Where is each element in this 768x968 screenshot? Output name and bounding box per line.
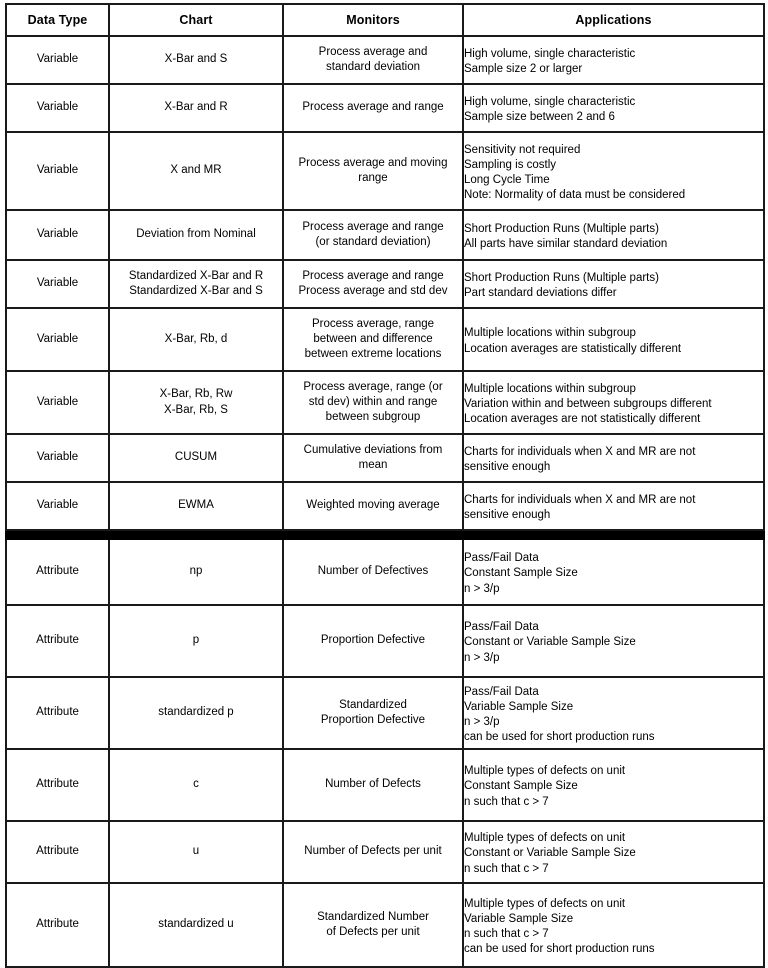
applications-line: Location averages are not statistically different: [464, 413, 701, 426]
chart-line: standardized u: [158, 918, 234, 931]
applications-line: Sample size 2 or larger: [464, 63, 583, 75]
cell-monitors: [283, 371, 463, 434]
cell-applications: [463, 434, 764, 482]
chart-line: X-Bar, Rb, S: [164, 403, 228, 416]
chart-line: Deviation from Nominal: [136, 228, 256, 241]
table-row: [6, 434, 764, 482]
control-chart-selection-table: [5, 3, 765, 968]
monitors-line: std dev) within and range: [308, 395, 438, 408]
table-header: [6, 4, 764, 36]
table-body: [6, 36, 764, 967]
table-row: [6, 36, 764, 84]
cell-chart: [109, 36, 283, 84]
monitors-line: Cumulative deviations from: [303, 443, 443, 456]
applications-line: Pass/Fail Data: [464, 552, 539, 565]
applications-list: [464, 616, 763, 666]
monitors-line: Number of Defects per unit: [304, 845, 442, 858]
table-row: [6, 260, 764, 308]
applications-line: Long Cycle Time: [464, 174, 550, 186]
monitors-line: Process average, range: [311, 317, 435, 330]
applications-list: [464, 322, 763, 356]
cell-data-type: Variable: [6, 84, 109, 132]
cell-applications: [463, 539, 764, 605]
applications-line: sensitive enough: [464, 509, 551, 521]
cell-applications: [463, 883, 764, 967]
column-header-monitors: Monitors: [283, 4, 463, 36]
applications-line: Pass/Fail Data: [464, 621, 539, 634]
monitors-line: Process average, range (or: [303, 380, 443, 393]
applications-list: [464, 43, 763, 77]
cell-monitors: [283, 36, 463, 84]
chart-line: p: [192, 634, 200, 647]
chart-line: Standardized X-Bar and S: [129, 285, 263, 297]
table-row: [6, 883, 764, 967]
applications-line: Constant Sample Size: [464, 780, 578, 793]
applications-line: n such that c > 7: [464, 795, 549, 808]
table-row: [6, 749, 764, 821]
cell-applications: [463, 677, 764, 749]
table-row: [6, 371, 764, 434]
applications-list: [464, 91, 763, 125]
cell-data-type: Attribute: [6, 883, 109, 967]
applications-list: [464, 139, 763, 204]
cell-chart: [109, 210, 283, 260]
monitors-line: Standardized: [339, 698, 407, 711]
cell-chart: [109, 605, 283, 677]
monitors-line: Weighted moving average: [306, 499, 440, 512]
chart-line: EWMA: [178, 499, 214, 512]
chart-line: X-Bar and R: [164, 101, 228, 114]
table-row: [6, 308, 764, 371]
cell-applications: [463, 749, 764, 821]
applications-line: n such that c > 7: [464, 862, 549, 875]
cell-monitors: [283, 605, 463, 677]
cell-chart: [109, 482, 283, 530]
applications-list: [464, 489, 763, 523]
monitors-line: Process average and std dev: [298, 285, 448, 297]
cell-monitors: [283, 539, 463, 605]
applications-line: Short Production Runs (Multiple parts): [464, 222, 659, 235]
cell-applications: [463, 605, 764, 677]
applications-list: [464, 267, 763, 301]
cell-data-type: Attribute: [6, 749, 109, 821]
monitors-line: between and difference: [313, 332, 433, 345]
table-row: [6, 539, 764, 605]
cell-applications: [463, 308, 764, 371]
applications-list: [464, 681, 763, 746]
cell-monitors: [283, 482, 463, 530]
monitors-line: Process average and range: [302, 269, 444, 282]
cell-monitors: [283, 677, 463, 749]
chart-line: CUSUM: [174, 451, 218, 464]
monitors-line: Process average and range: [302, 101, 444, 114]
cell-chart: [109, 434, 283, 482]
applications-line: n such that c > 7: [464, 928, 549, 940]
applications-line: Part standard deviations differ: [464, 287, 617, 299]
chart-line: u: [192, 845, 200, 858]
cell-chart: [109, 749, 283, 821]
cell-monitors: [283, 260, 463, 308]
chart-line: Standardized X-Bar and R: [128, 269, 264, 282]
applications-list: [464, 441, 763, 475]
monitors-line: Process average and: [318, 45, 428, 58]
control-chart-selection-table-wrapper: [5, 3, 763, 968]
cell-applications: [463, 260, 764, 308]
applications-line: Short Production Runs (Multiple parts): [464, 271, 659, 284]
cell-chart: [109, 883, 283, 967]
cell-chart: [109, 308, 283, 371]
header-row: [6, 4, 764, 36]
cell-data-type: Variable: [6, 371, 109, 434]
applications-line: can be used for short production runs: [464, 731, 655, 744]
cell-chart: [109, 84, 283, 132]
table-row: [6, 132, 764, 210]
applications-line: n > 3/p: [464, 582, 500, 595]
monitors-line: of Defects per unit: [326, 926, 420, 938]
monitors-line: standard deviation: [326, 61, 420, 73]
applications-line: can be used for short production runs: [464, 943, 655, 956]
cell-chart: [109, 539, 283, 605]
applications-list: [464, 547, 763, 597]
applications-line: Variable Sample Size: [464, 912, 574, 925]
table-row: [6, 677, 764, 749]
monitors-line: range: [358, 172, 388, 184]
column-header-applications: Applications: [463, 4, 764, 36]
monitors-line: Process average and moving: [298, 156, 448, 169]
applications-line: Note: Normality of data must be considered: [464, 189, 686, 202]
cell-data-type: Variable: [6, 308, 109, 371]
applications-line: Variation within and between subgroups different: [464, 397, 712, 410]
applications-line: sensitive enough: [464, 461, 551, 473]
cell-applications: [463, 482, 764, 530]
cell-applications: [463, 371, 764, 434]
cell-monitors: [283, 132, 463, 210]
cell-monitors: [283, 821, 463, 883]
applications-list: [464, 378, 763, 428]
monitors-line: Proportion Defective: [320, 714, 426, 726]
applications-line: Constant or Variable Sample Size: [464, 636, 636, 649]
applications-line: Pass/Fail Data: [464, 685, 539, 698]
monitors-line: Number of Defects: [325, 778, 421, 791]
chart-line: standardized p: [158, 706, 234, 719]
monitors-line: Number of Defectives: [317, 565, 429, 578]
applications-line: All parts have similar standard deviation: [464, 238, 668, 250]
table-row: [6, 84, 764, 132]
table-row: [6, 821, 764, 883]
cell-data-type: Variable: [6, 482, 109, 530]
applications-list: [464, 760, 763, 810]
cell-data-type: Attribute: [6, 677, 109, 749]
applications-line: Location averages are statistically different: [464, 342, 682, 355]
cell-applications: [463, 210, 764, 260]
cell-monitors: [283, 210, 463, 260]
applications-line: High volume, single characteristic: [464, 47, 636, 60]
applications-list: [464, 893, 763, 958]
applications-line: Charts for individuals when X and MR are not: [464, 445, 696, 458]
cell-chart: [109, 821, 283, 883]
applications-line: Sampling is costly: [464, 158, 557, 171]
monitors-line: Standardized Number: [317, 910, 429, 923]
chart-line: X-Bar, Rb, d: [164, 332, 228, 345]
cell-monitors: [283, 434, 463, 482]
cell-data-type: Variable: [6, 210, 109, 260]
chart-line: X and MR: [170, 164, 222, 177]
cell-data-type: Attribute: [6, 539, 109, 605]
cell-data-type: Variable: [6, 260, 109, 308]
column-header-data-type: Data Type: [6, 4, 109, 36]
monitors-line: between extreme locations: [304, 348, 442, 361]
table-row: [6, 605, 764, 677]
applications-line: Constant Sample Size: [464, 567, 578, 580]
cell-data-type: Variable: [6, 132, 109, 210]
applications-line: Sample size between 2 and 6: [464, 111, 615, 123]
cell-applications: [463, 132, 764, 210]
applications-line: Constant or Variable Sample Size: [464, 847, 636, 860]
applications-line: Sensitivity not required: [464, 143, 581, 156]
applications-line: Variable Sample Size: [464, 700, 574, 713]
applications-line: n > 3/p: [464, 716, 500, 728]
cell-chart: [109, 677, 283, 749]
applications-line: Multiple types of defects on unit: [464, 765, 626, 778]
cell-applications: [463, 821, 764, 883]
monitors-line: mean: [358, 459, 388, 471]
cell-data-type: Attribute: [6, 821, 109, 883]
column-header-chart: Chart: [109, 4, 283, 36]
monitors-line: Process average and range: [302, 220, 444, 233]
monitors-line: between subgroup: [325, 411, 421, 424]
applications-line: Charts for individuals when X and MR are not: [464, 493, 696, 506]
cell-monitors: [283, 84, 463, 132]
applications-list: [464, 827, 763, 877]
section-divider-row: [6, 530, 764, 539]
chart-line: c: [193, 778, 199, 791]
cell-applications: [463, 84, 764, 132]
cell-monitors: [283, 749, 463, 821]
table-row: [6, 482, 764, 530]
chart-line: np: [189, 565, 203, 578]
section-divider-bar: [6, 530, 764, 539]
applications-list: [464, 218, 763, 252]
applications-line: Multiple types of defects on unit: [464, 832, 626, 845]
applications-line: Multiple locations within subgroup: [464, 382, 636, 395]
monitors-line: Proportion Defective: [320, 634, 426, 647]
applications-line: Multiple locations within subgroup: [464, 327, 636, 340]
applications-line: High volume, single characteristic: [464, 95, 636, 108]
chart-line: X-Bar, Rb, Rw: [159, 388, 233, 401]
cell-data-type: Variable: [6, 36, 109, 84]
table-row: [6, 210, 764, 260]
cell-monitors: [283, 308, 463, 371]
applications-line: Multiple types of defects on unit: [464, 897, 626, 910]
cell-chart: [109, 371, 283, 434]
applications-line: n > 3/p: [464, 651, 500, 664]
cell-data-type: Variable: [6, 434, 109, 482]
chart-line: X-Bar and S: [164, 53, 228, 66]
cell-applications: [463, 36, 764, 84]
cell-data-type: Attribute: [6, 605, 109, 677]
cell-chart: [109, 260, 283, 308]
monitors-line: (or standard deviation): [315, 236, 431, 248]
cell-monitors: [283, 883, 463, 967]
cell-chart: [109, 132, 283, 210]
